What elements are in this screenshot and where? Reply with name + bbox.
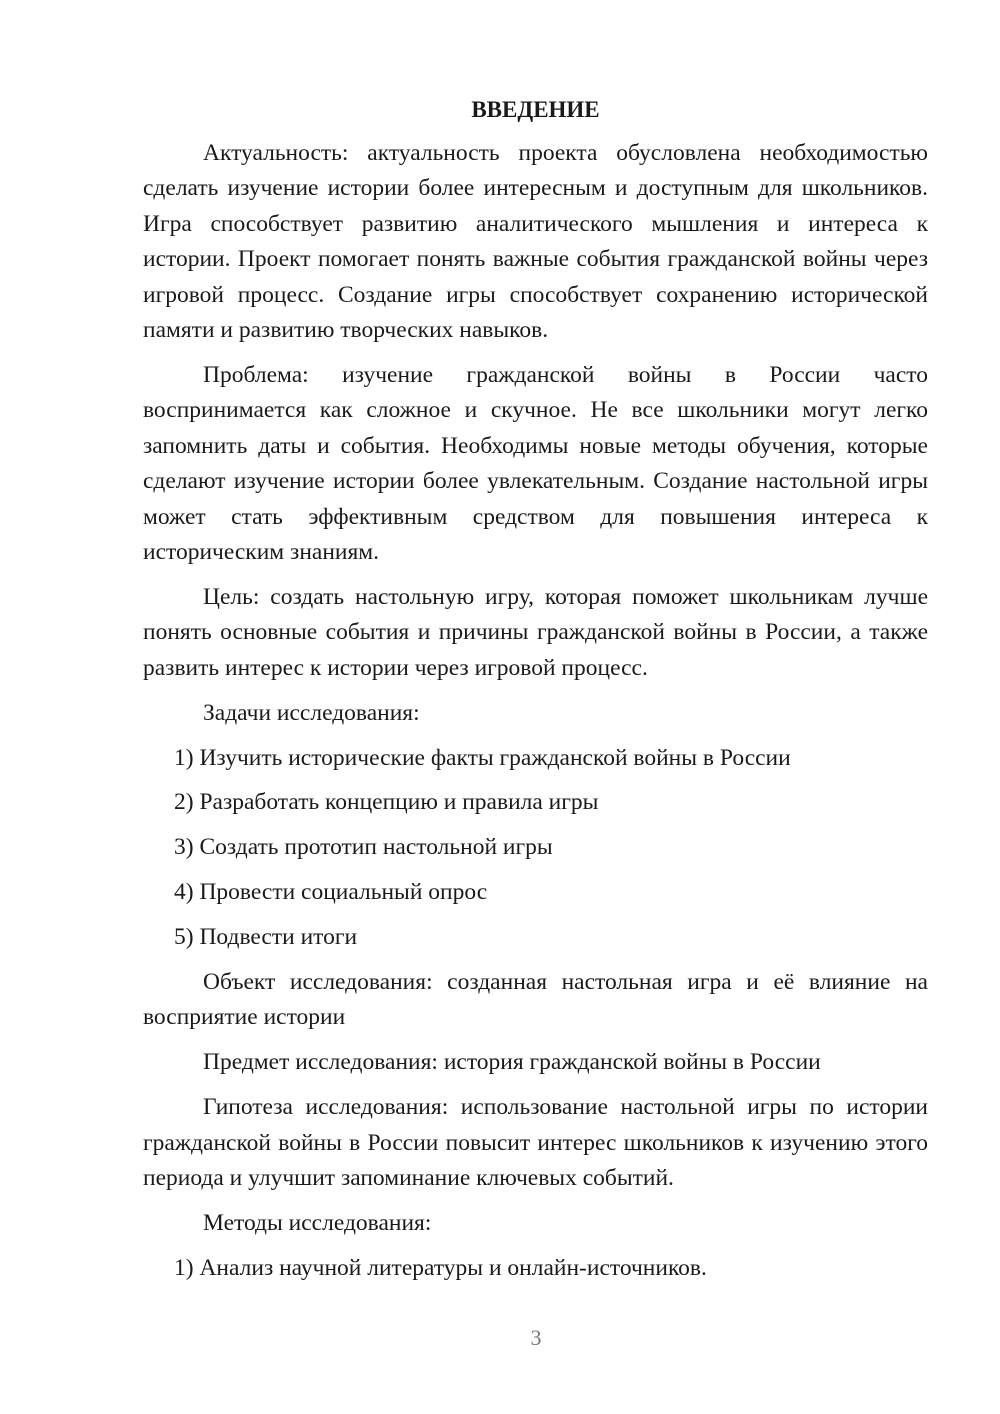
goal-paragraph: Цель: создать настольную игру, которая поможет школьникам лучше понять основные события и причины гражданской войны в России, а также развить интерес к истории через игровой процесс. <box>143 583 928 681</box>
relevance-paragraph: Актуальность: актуальность проекта обусловлена необходимостью сделать изучение истории более интересным и доступным для школьников. Игра способствует развитию аналитического мышления и интереса к истории. Проект помогает понять важные события гражданской войны через игровой процесс. Создание игры способствует сохранению исторической памяти и развитию творческих навыков. <box>143 140 928 344</box>
object-paragraph: Объект исследования: созданная настольная игра и её влияние на восприятие истории <box>143 969 928 1031</box>
task-item: 2) Разработать концепцию и правила игры <box>174 789 599 816</box>
section-title: ВВЕДЕНИЕ <box>471 97 600 122</box>
task-item: 1) Изучить исторические факты гражданской войны в России <box>174 744 791 771</box>
problem-paragraph: Проблема: изучение гражданской войны в России часто воспринимается как сложное и скучное. Не все школьники могут легко запомнить даты и события. Необходимы новые методы обучения, которые сделают изучение истории более увлекательным. Создание настольной игры может стать эффективным средством для повышения интереса к историческим знаниям. <box>143 361 928 565</box>
task-item: 4) Провести социальный опрос <box>174 879 488 906</box>
tasks-heading: Задачи исследования: <box>203 699 420 726</box>
document-body <box>143 92 928 1296</box>
page-number: 3 <box>530 1325 542 1350</box>
task-item: 5) Подвести итоги <box>174 924 358 951</box>
method-item: 1) Анализ научной литературы и онлайн-источников. <box>174 1254 707 1281</box>
task-item: 3) Создать прототип настольной игры <box>174 834 553 861</box>
methods-heading: Методы исследования: <box>203 1209 432 1236</box>
hypothesis-paragraph: Гипотеза исследования: использование настольной игры по истории гражданской войны в России повысит интерес школьников к изучению этого периода и улучшит запоминание ключевых событий. <box>143 1094 928 1192</box>
subject-paragraph: Предмет исследования: история гражданской войны в России <box>203 1049 821 1076</box>
